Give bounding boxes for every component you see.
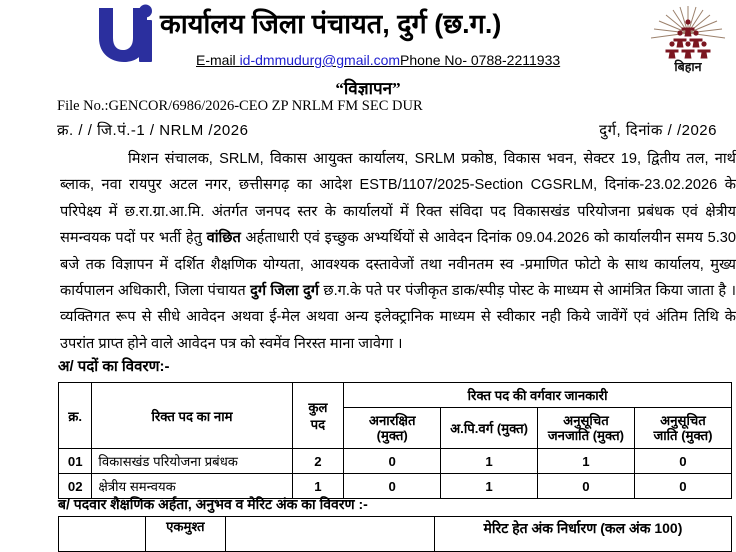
body-part-3: छ.ग.के पते पर पंजीकृत डाक/स्पीड़ पोस्ट के माध्यम से आमंत्रित किया जाता है । व्यक्तिगत रूप से सीधे आवेदन अथवा ई-मेल अथवा अन्य इलेक्ट्रानिक माध्यम से स्वीकार नही किये जावेंगें एवं अंतिम तिथि के उपरांत प्राप्त होने वाले आवेदन पत्र को स्वमेंव निरस्त माना जावेगा । [60,283,736,352]
header-sc-line-1: अनुसूचित [660,413,706,428]
header-post-name: रिक्त पद का नाम [92,383,292,449]
row-0-serial: 01 [59,449,92,474]
body-emphasis-wanted: वांछित [206,230,241,247]
header-category-group: रिक्त पद की वर्गवार जानकारी [344,383,732,408]
row-1-unreserved: 0 [344,474,441,499]
bihan-logo [645,5,731,73]
header-total-line-2: पद [310,416,326,432]
jila-panchayat-logo [93,4,165,66]
row-0-sc: 0 [634,449,731,474]
row-1-st: 0 [537,474,634,499]
section-a-heading: अ/ पदों का विवरण:- [58,358,170,375]
table-header-row [59,517,732,552]
organization-title: कार्यालय जिला पंचायत, दुर्ग (छ.ग.) [160,9,502,39]
header-st-line-2: जनजाति (मुक्त) [547,428,625,443]
document-header [0,0,736,78]
row-1-serial: 02 [59,474,92,499]
email-label: E-mail [196,52,240,68]
vacancy-details-table [58,382,732,499]
row-0-unreserved: 0 [344,449,441,474]
body-emphasis-durg: दुर्ग जिला दुर्ग [250,283,320,300]
header-category-st [537,408,634,449]
row-0-total: 2 [292,449,344,474]
header-serial-number: क्र. [59,383,92,449]
header-b-lumpsum: एकमुश्त [146,517,225,552]
reference-number: क्र. / / जि.पं.-1 / NRLM /2026 [57,122,249,139]
table-row [59,449,732,474]
merit-details-table [58,516,732,552]
table-header-row-1 [59,383,732,408]
place-and-date: दुर्ग, दिनांक / /2026 [599,122,717,139]
bihan-logo-caption: बिहान [674,60,702,73]
header-sc-line-2: जाति (मुक्त) [653,428,713,443]
header-b-merit-marks: मेरिट हेत अंक निर्धारण (कल अंक 100) [434,517,731,552]
section-b-heading: ब/ पदवार शैक्षणिक अर्हता, अनुभव व मेरिट अंक का विवरण :- [58,496,368,512]
row-0-obc: 1 [441,449,538,474]
body-part-2: अर्हताधारी एवं इच्छुक अभ्यर्थियों से आवेदन दिनांक 09.04.2026 को कार्यालयीन समय 5.30 बजे तक विज्ञापन में दर्शित शैक्षणिक योग्यता, आवश्यक दस्तावेजों तथा नवीनतम स्व -प्रमाणित फोटो के साथ कार्यालय, मुख्य कार्यपालन अधिकारी, जिला पंचायत [60,230,736,300]
header-category-sc [634,408,731,449]
header-st-line-1: अनुसूचित [563,413,609,428]
row-1-sc: 0 [634,474,731,499]
notice-body-paragraph [60,146,736,357]
contact-line [196,52,560,68]
email-address[interactable]: id-dmmudurg@gmail.com [239,52,401,68]
header-total-line-1: कुल [308,399,328,415]
header-total-posts [292,383,344,449]
row-1-obc: 1 [441,474,538,499]
header-unreserved-line-1: अनारक्षित [368,413,416,428]
row-0-st: 1 [537,449,634,474]
header-b-col-1 [59,517,146,552]
page-title: “विज्ञापन” [335,79,401,98]
row-0-post-name: विकासखंड परियोजना प्रबंधक [92,449,292,474]
row-1-total: 1 [292,474,344,499]
header-b-col-3 [225,517,434,552]
header-category-unreserved [344,408,441,449]
header-category-obc: अ.पि.वर्ग (मुक्त) [441,408,538,449]
file-number: File No.:GENCOR/6986/2026-CEO ZP NRLM FM SEC DUR [57,98,423,114]
row-1-post-name: क्षेत्रीय समन्वयक [92,474,292,499]
reference-row [57,120,717,140]
body-part-1: मिशन संचालक, SRLM, विकास आयुक्त कार्यालय, SRLM प्रकोष्ठ, विकास भवन, सेक्टर 19, द्वितीय तल, नार्थ ब्लाक, नवा रायपुर अटल नगर, छत्तीसगढ़ का आदेश ESTB/1107/2025-Section CGSRLM, दिनांक-23.02.2026 के परिपेक्ष्य में छ.रा.ग्रा.आ.मि. अंतर्गत जनपद स्तर के कार्यालयों में रिक्त संविदा पद विकासखंड परियोजना प्रबंधक एवं क्षेत्रीय समन्वयक पदों पर भर्ती हेतु [60,151,736,247]
phone-number: Phone No- 0788-2211933 [400,52,561,68]
header-unreserved-line-2: (मुक्त) [376,428,408,443]
